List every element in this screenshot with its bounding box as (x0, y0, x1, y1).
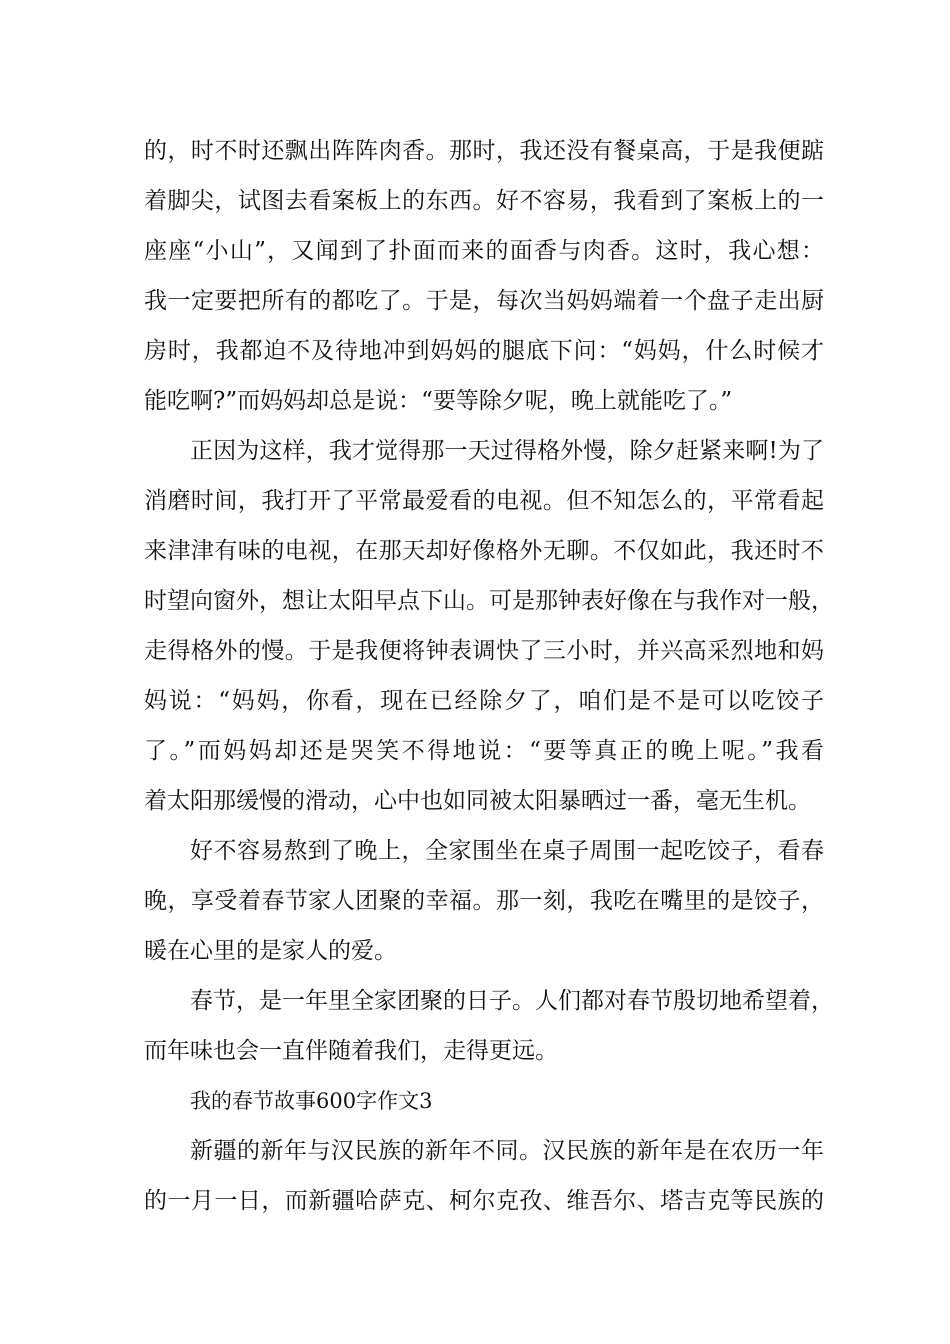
text-line: 时望向窗外，想让太阳早点下山。可是那钟表好像在与我作对一般， (144, 588, 834, 614)
text-line: 的一月一日，而新疆哈萨克、柯尔克孜、维吾尔、塔吉克等民族的 (144, 1188, 824, 1214)
paragraph-first-line: 正因为这样，我才觉得那一天过得格外慢，除夕赶紧来啊!为了 (190, 438, 824, 464)
paragraph-first-line: 好不容易熬到了晚上，全家围坐在桌子周围一起吃饺子，看春 (190, 838, 824, 864)
text-line: 能吃啊?”而妈妈却总是说：“要等除夕呢，晚上就能吃了。” (144, 388, 733, 414)
text-line: 的，时不时还飘出阵阵肉香。那时，我还没有餐桌高，于是我便踮 (144, 138, 824, 164)
section-heading: 我的春节故事600字作文3 (190, 1089, 433, 1113)
paragraph-first-line: 新疆的新年与汉民族的新年不同。汉民族的新年是在农历一年 (190, 1138, 824, 1164)
text-line: 来津津有味的电视，在那天却好像格外无聊。不仅如此，我还时不 (144, 538, 824, 564)
paragraph-first-line: 春节，是一年里全家团聚的日子。人们都对春节殷切地希望着， (190, 988, 834, 1014)
text-line: 了。”而妈妈却还是哭笑不得地说：“要等真正的晚上呢。”我看 (144, 738, 824, 764)
text-line: 房时，我都迫不及待地冲到妈妈的腿底下问：“妈妈，什么时候才 (144, 338, 824, 364)
text-line: 座座“小山”，又闻到了扑面而来的面香与肉香。这时，我心想： (144, 238, 824, 264)
text-line: 消磨时间，我打开了平常最爱看的电视。但不知怎么的，平常看起 (144, 488, 824, 514)
text-line: 走得格外的慢。于是我便将钟表调快了三小时，并兴高采烈地和妈 (144, 638, 824, 664)
text-line: 着脚尖，试图去看案板上的东西。好不容易，我看到了案板上的一 (144, 188, 824, 214)
text-line: 妈说：“妈妈，你看，现在已经除夕了，咱们是不是可以吃饺子 (144, 688, 824, 714)
text-line: 而年味也会一直伴随着我们，走得更远。 (144, 1038, 558, 1064)
text-line: 晚，享受着春节家人团聚的幸福。那一刻，我吃在嘴里的是饺子， (144, 888, 824, 914)
text-line: 着太阳那缓慢的滑动，心中也如同被太阳暴晒过一番，毫无生机。 (144, 788, 811, 814)
text-line: 暖在心里的是家人的爱。 (144, 938, 397, 964)
text-line: 我一定要把所有的都吃了。于是，每次当妈妈端着一个盘子走出厨 (144, 288, 824, 314)
